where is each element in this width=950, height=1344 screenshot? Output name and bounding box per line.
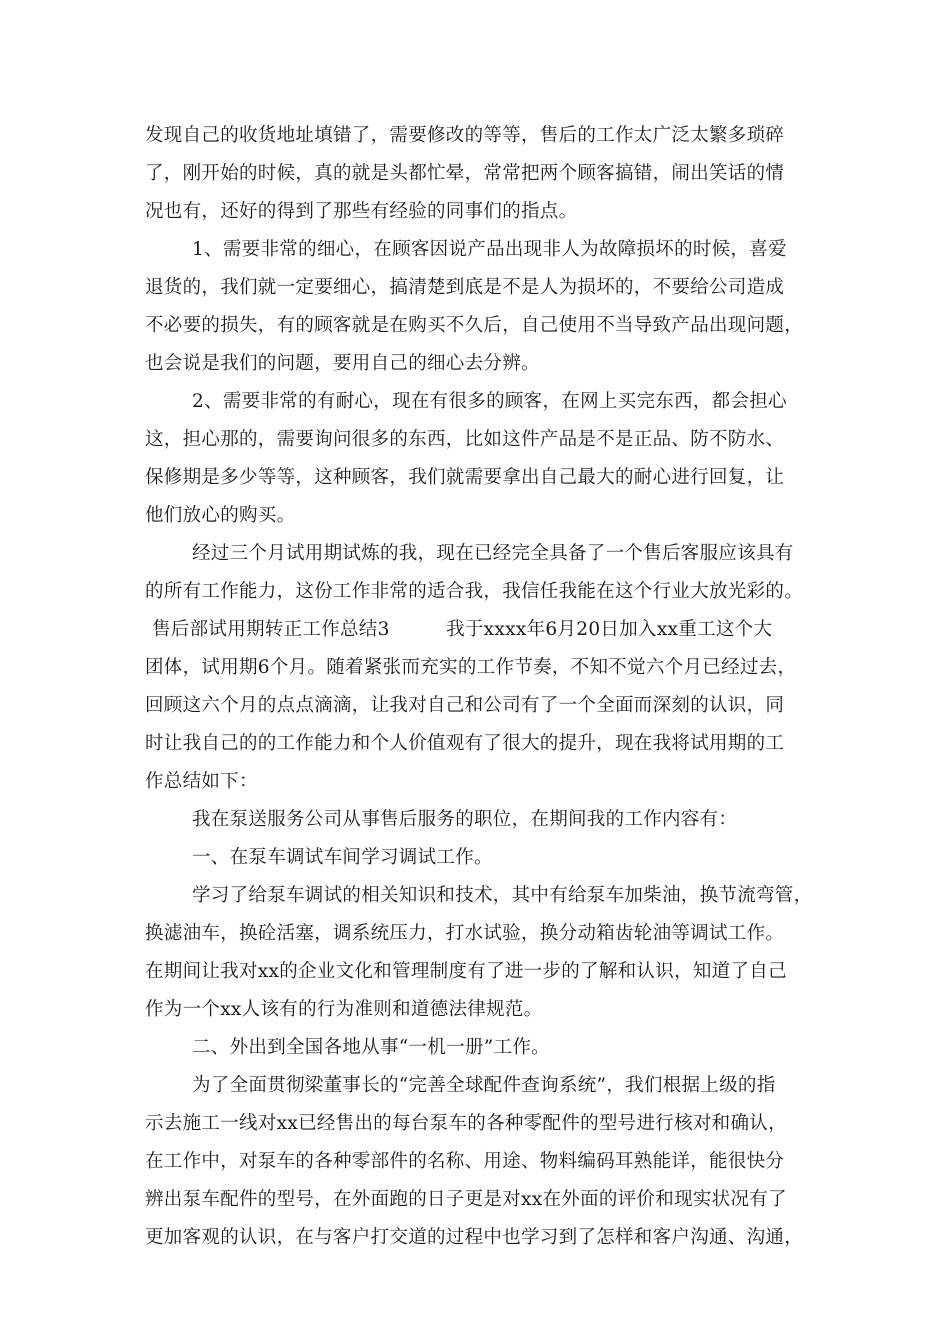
text-line: 发现自己的收货地址填错了，需要修改的等等，售后的工作太广泛太繁多琐碎 [145,125,785,146]
text-line: 作为一个xx人该有的行为准则和道德法律规范。 [145,999,543,1020]
text-line: 的所有工作能力，这份工作非常的适合我，我信任我能在这个行业大放光彩的。 [145,581,804,602]
text-line: 我在泵送服务公司从事售后服务的职位，在期间我的工作内容有： [192,809,738,830]
text-line: 退货的，我们就一定要细心，搞清楚到底是不是人为损坏的，不要给公司造成 [145,277,785,298]
text-line: 这，担心那的，需要询问很多的东西，比如这件产品是不是正品、防不防水、 [145,429,785,450]
text-line: 辨出泵车配件的型号，在外面跑的日子更是对xx在外面的评价和现实状况有了 [145,1189,787,1210]
text-line: 了，刚开始的时候，真的就是头都忙晕，常常把两个顾客搞错，闹出笑话的情 [145,163,785,184]
text-line: 1、需要非常的细心，在顾客因说产品出现非人为故障损坏的时候，喜爱 [192,239,787,260]
text-line: 示去施工一线对xx已经售出的每台泵车的各种零配件的型号进行核对和确认， [145,1113,787,1134]
section-heading-line: 售后部试用期转正工作总结3 我于xxxx年6月20日加入xx重工这个大 [152,619,773,640]
text-line: 他们放心的购买。 [145,505,296,526]
text-line: 学习了给泵车调试的相关知识和技术，其中有给泵车加柴油，换节流弯管， [192,885,813,906]
text-line: 二、外出到全国各地从事“一机一册”工作。 [192,1037,550,1058]
text-line: 在期间让我对xx的企业文化和管理制度有了进一步的了解和认识，知道了自己 [145,961,787,982]
text-line: 2、需要非常的有耐心，现在有很多的顾客，在网上买完东西，都会担心 [192,391,787,412]
text-line: 团体，试用期6个月。随着紧张而充实的工作节奏，不知不觉六个月已经过去， [145,657,797,678]
text-line: 况也有，还好的得到了那些有经验的同事们的指点。 [145,201,578,222]
text-line: 时让我自己的的工作能力和个人价值观有了很大的提升，现在我将试用期的工 [145,733,785,754]
text-line: 回顾这六个月的点点滴滴，让我对自己和公司有了一个全面而深刻的认识，同 [145,695,785,716]
text-line: 为了全面贯彻梁董事长的“完善全球配件查询系统”，我们根据上级的指 [192,1075,776,1096]
text-line: 经过三个月试用期试炼的我，现在已经完全具备了一个售后客服应该具有 [192,543,794,564]
text-line: 换滤油车，换砼活塞，调系统压力，打水试验，换分动箱齿轮油等调试工作。 [145,923,785,944]
text-line: 也会说是我们的问题，要用自己的细心去分辨。 [145,353,540,374]
text-line: 更加客观的认识，在与客户打交道的过程中也学习到了怎样和客户沟通、沟通， [145,1227,804,1248]
text-line: 保修期是多少等等，这种顾客，我们就需要拿出自己最大的耐心进行回复，让 [145,467,785,488]
text-line: 一、在泵车调试车间学习调试工作。 [192,847,493,868]
text-line: 不必要的损失，有的顾客就是在购买不久后，自己使用不当导致产品出现问题， [145,315,804,336]
text-line: 在工作中，对泵车的各种零部件的名称、用途、物料编码耳熟能详，能很快分 [145,1151,785,1172]
text-line: 作总结如下： [145,771,258,792]
